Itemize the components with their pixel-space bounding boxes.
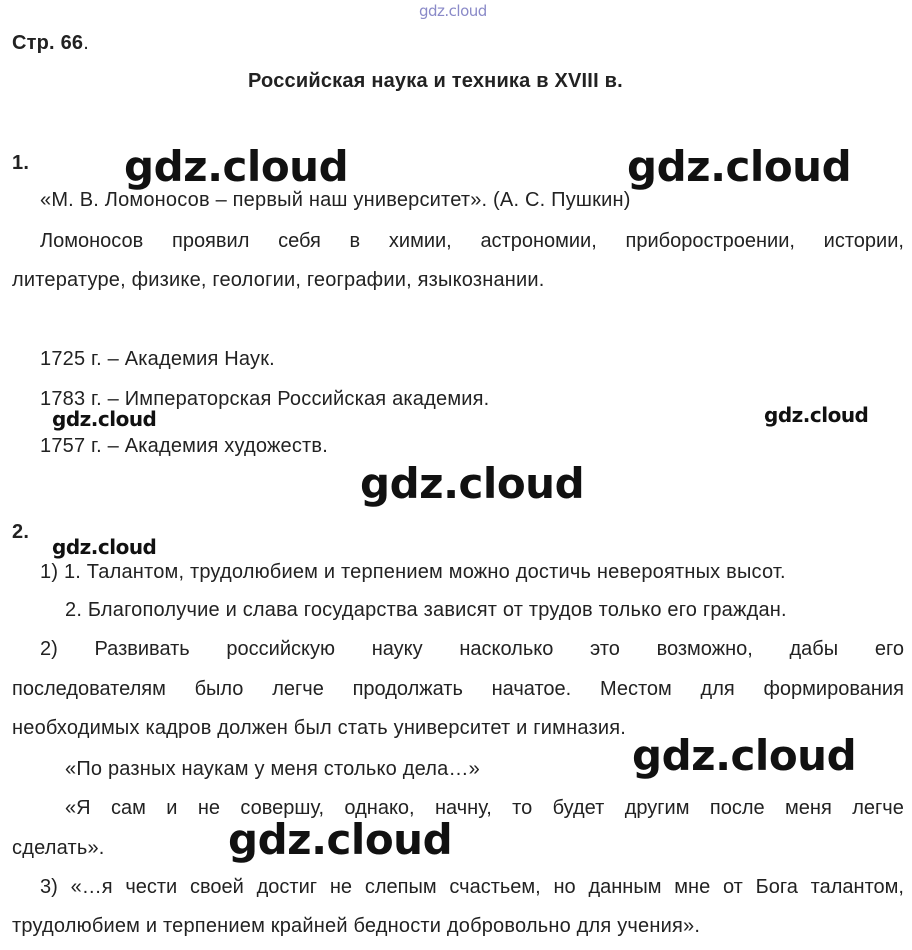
word: совершу, — [240, 797, 325, 819]
word: данным — [588, 876, 662, 898]
word: это — [590, 638, 620, 660]
word: химии, — [388, 230, 452, 252]
word: проявил — [171, 230, 250, 252]
word: себя — [278, 230, 321, 252]
word: истории, — [823, 230, 904, 252]
word: талантом, — [810, 876, 904, 898]
word: Развивать — [94, 638, 190, 660]
word: чести — [125, 876, 178, 898]
word: легче — [272, 678, 324, 700]
word: то — [512, 797, 533, 819]
word: Местом — [599, 678, 672, 700]
page-number-dot: . — [83, 32, 89, 54]
word: начатое. — [491, 678, 572, 700]
word: достиг — [256, 876, 318, 898]
word: сам — [110, 797, 146, 819]
word: мне — [674, 876, 711, 898]
word: «Я — [65, 797, 91, 819]
watermark: gdz.cloud — [124, 142, 349, 191]
word: своей — [190, 876, 244, 898]
word: слепым — [364, 876, 437, 898]
word: «…я — [70, 876, 113, 898]
pushkin-quote: «М. В. Ломоносов – первый наш университет». (А. С. Пушкин) — [40, 189, 631, 211]
date-item: 1783 г. – Императорская Российская академия. — [40, 388, 490, 410]
watermark: gdz.cloud — [228, 815, 453, 864]
word: и — [166, 797, 178, 819]
item2-line2 — [12, 677, 904, 701]
word: возможно, — [656, 638, 753, 660]
word: приборостроении, — [625, 230, 795, 252]
word: начну, — [435, 797, 492, 819]
watermark: gdz.cloud — [360, 459, 585, 508]
word: астрономии, — [480, 230, 597, 252]
word: меня — [785, 797, 832, 819]
page-number-label: Стр. 66 — [12, 32, 84, 54]
word: в — [349, 230, 361, 252]
fields-line-2: литературе, физике, геологии, географии, языкознании. — [12, 269, 545, 291]
task-number-1: 1. — [12, 152, 30, 174]
item1-line2: 2. Благополучие и слава государства зависят от трудов только его граждан. — [65, 599, 787, 621]
word: не — [329, 876, 353, 898]
word: дабы — [789, 638, 839, 660]
item1-line1: 1) 1. Талантом, трудолюбием и терпением можно достичь невероятных высот. — [40, 561, 786, 583]
word: но — [553, 876, 576, 898]
word: от — [723, 876, 743, 898]
lomonosov-quote-2-line1 — [65, 796, 904, 820]
item2-line1 — [40, 637, 904, 661]
watermark-top: gdz.cloud — [419, 2, 487, 20]
watermark: gdz.cloud — [52, 407, 157, 431]
date-item: 1757 г. – Академия художеств. — [40, 435, 328, 457]
word: было — [194, 678, 244, 700]
watermark: gdz.cloud — [764, 403, 869, 427]
page-title: Российская наука и техника в XVIII в. — [248, 70, 623, 92]
word: его — [874, 638, 904, 660]
lomonosov-quote-1: «По разных наукам у меня столько дела…» — [65, 758, 480, 780]
word: российскую — [226, 638, 335, 660]
word: продолжать — [352, 678, 463, 700]
word: не — [197, 797, 221, 819]
word: Ломоносов — [40, 230, 144, 252]
item3-line1 — [40, 875, 904, 899]
page-number — [12, 31, 89, 55]
word: другим — [624, 797, 690, 819]
word: Бога — [755, 876, 798, 898]
watermark: gdz.cloud — [632, 731, 857, 780]
item2-line3: необходимых кадров должен был стать университет и гимназия. — [12, 717, 626, 739]
word: однако, — [344, 797, 415, 819]
watermark: gdz.cloud — [627, 142, 852, 191]
word: счастьем, — [449, 876, 541, 898]
word: 2) — [40, 638, 58, 660]
lomonosov-quote-2-line2: сделать». — [12, 837, 105, 859]
word: насколько — [459, 638, 554, 660]
word: для — [700, 678, 735, 700]
date-item: 1725 г. – Академия Наук. — [40, 348, 275, 370]
fields-line-1 — [40, 229, 904, 253]
task-number-2: 2. — [12, 521, 30, 543]
word: науку — [371, 638, 423, 660]
word: последователям — [12, 678, 166, 700]
word: формирования — [763, 678, 904, 700]
item3-line2: трудолюбием и терпением крайней бедности добровольно для учения». — [12, 915, 701, 937]
watermark: gdz.cloud — [52, 535, 157, 559]
word: будет — [552, 797, 605, 819]
word: легче — [852, 797, 904, 819]
word: 3) — [40, 876, 58, 898]
word: после — [709, 797, 765, 819]
